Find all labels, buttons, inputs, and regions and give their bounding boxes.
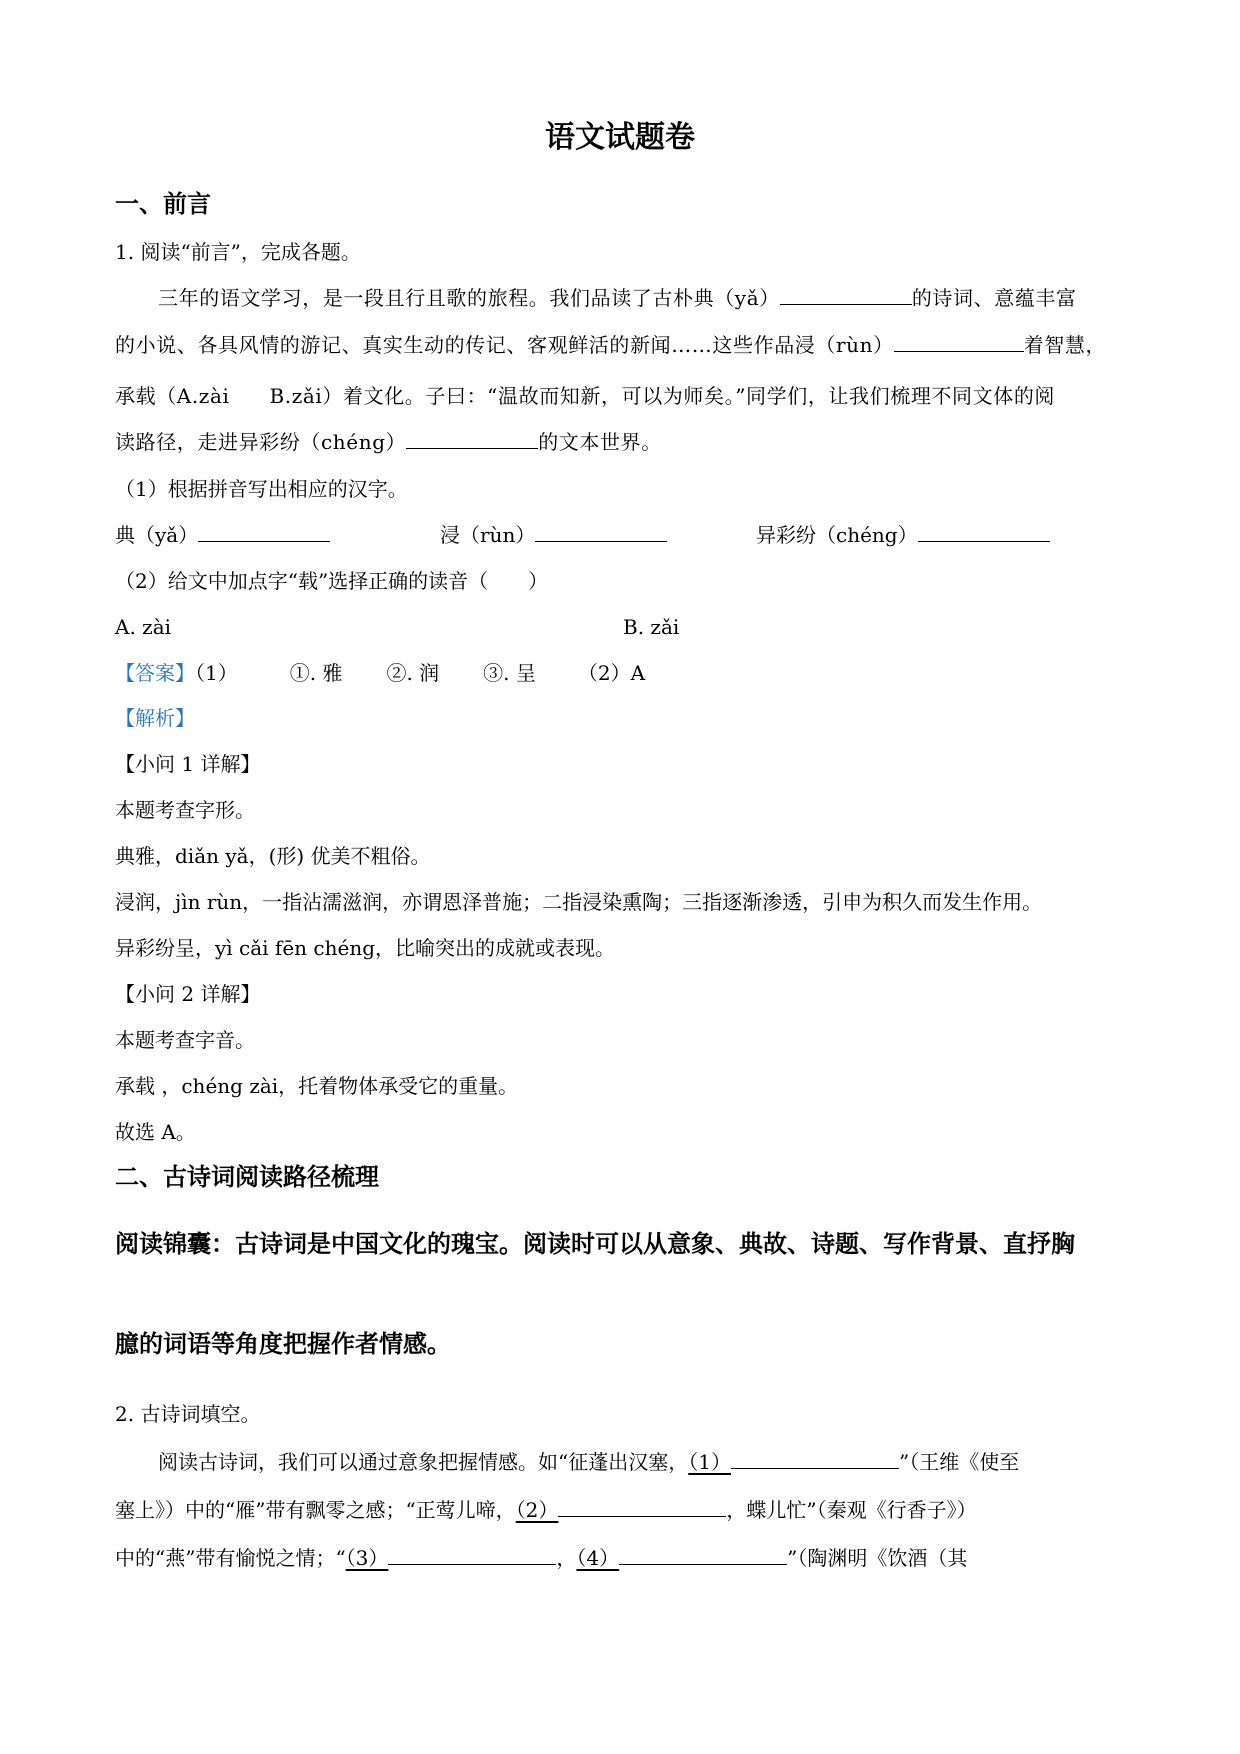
blank-run[interactable] bbox=[894, 331, 1024, 352]
blank-cheng[interactable] bbox=[406, 428, 538, 449]
option-a[interactable]: A. zài bbox=[115, 615, 172, 639]
passage-line-3 bbox=[115, 382, 1055, 410]
question1-stem: 1. 阅读“前言”，完成各题。 bbox=[115, 240, 361, 264]
passage-line-1 bbox=[158, 284, 1077, 312]
sub-question-2: （2）给文中加点字“载”选择正确的读音（ ） bbox=[115, 569, 549, 593]
answer-blank-2[interactable] bbox=[535, 521, 667, 542]
detail-1-line: 典雅，diǎn yǎ，(形) 优美不粗俗。 bbox=[115, 844, 431, 868]
blank-label-4: （4） bbox=[576, 1546, 620, 1570]
poem-line-3: 中的“燕”带有愉悦之情；“（3） ，（4） ”（陶渊明《饮酒（其 bbox=[115, 1546, 968, 1570]
passage-text: 的诗词、意蕴丰富 bbox=[911, 286, 1077, 310]
answer-blank-1[interactable] bbox=[198, 521, 330, 542]
blank-label-1: （1） bbox=[688, 1450, 731, 1474]
blank-ya[interactable] bbox=[780, 284, 912, 305]
passage-text: 读路径，走进异彩纷（chéng） bbox=[115, 430, 407, 454]
analysis-label: 【解析】 bbox=[115, 706, 195, 730]
poem-line-2: 塞上》）中的“雁”带有飘零之感；“正莺儿啼，（2） ，蝶儿忙”（秦观《行香子》） bbox=[115, 1498, 977, 1522]
passage-text: B.zǎi）着文化。子曰：“温故而知新，可以为师矣。”同学们，让我们梳理不同文体的阅 bbox=[269, 384, 1056, 408]
answer-blank-3[interactable] bbox=[918, 521, 1050, 542]
poem-blank-2[interactable] bbox=[558, 1496, 726, 1517]
detail-1-line: 本题考查字形。 bbox=[115, 798, 255, 822]
reading-tip-line-2: 臆的词语等角度把握作者情感。 bbox=[115, 1330, 451, 1358]
sub1-item-1: 典（yǎ） bbox=[115, 521, 330, 549]
answer-label: 【答案】 bbox=[115, 661, 195, 685]
poem-blank-1[interactable] bbox=[731, 1448, 899, 1469]
poem-blank-3[interactable] bbox=[388, 1544, 556, 1565]
poem-line-1: 阅读古诗词，我们可以通过意象把握情感。如“征蓬出汉塞，（1） ”（王维《使至 bbox=[158, 1450, 1020, 1474]
passage-text: 的文本世界。 bbox=[538, 430, 662, 454]
poem-blank-4[interactable] bbox=[619, 1544, 787, 1565]
passage-line-4 bbox=[115, 428, 662, 456]
detail-2-line: 承载 ，chéng zài，托着物体承受它的重量。 bbox=[115, 1074, 519, 1098]
passage-text: 承载（A.zài bbox=[115, 384, 230, 408]
blank-label-3: （3） bbox=[345, 1546, 389, 1570]
sub1-item-2: 浸（rùn） bbox=[440, 521, 667, 549]
detail-1-line: 异彩纷呈，yì cǎi fēn chéng，比喻突出的成就或表现。 bbox=[115, 936, 616, 960]
detail-2-line: 本题考查字音。 bbox=[115, 1028, 255, 1052]
answer-row: 【答案】（1） ①. 雅 ②. 润 ③. 呈 （2）A bbox=[115, 661, 646, 685]
page-title: 语文试题卷 bbox=[545, 120, 695, 155]
detail-1-line: 浸润，jìn rùn，一指沾濡滋润，亦谓恩泽普施；二指浸染熏陶；三指逐渐渗透，引申为积久而发生作用。 bbox=[115, 890, 1043, 914]
section1-heading: 一、前言 bbox=[115, 189, 211, 218]
detail-2-line: 故选 A。 bbox=[115, 1120, 196, 1144]
option-b[interactable]: B. zǎi bbox=[623, 615, 680, 639]
reading-tip-line-1: 阅读锦囊：古诗词是中国文化的瑰宝。阅读时可以从意象、典故、诗题、写作背景、直抒胸 bbox=[115, 1230, 1075, 1258]
passage-line-2 bbox=[115, 331, 1106, 359]
detail-2-heading: 【小问 2 详解】 bbox=[115, 982, 261, 1006]
question2-stem: 2. 古诗词填空。 bbox=[115, 1402, 261, 1426]
sub1-item-3: 异彩纷（chéng） bbox=[756, 521, 1050, 549]
passage-text: 的小说、各具风情的游记、真实生动的传记、客观鲜活的新闻……这些作品浸（rùn） bbox=[115, 333, 894, 357]
sub-question-1: （1）根据拼音写出相应的汉字。 bbox=[115, 477, 408, 501]
section2-heading: 二、古诗词阅读路径梳理 bbox=[115, 1162, 379, 1191]
detail-1-heading: 【小问 1 详解】 bbox=[115, 752, 261, 776]
blank-label-2: （2） bbox=[515, 1498, 559, 1522]
passage-text: 着智慧， bbox=[1023, 333, 1107, 357]
passage-text: 三年的语文学习，是一段且行且歌的旅程。我们品读了古朴典（yǎ） bbox=[158, 286, 780, 310]
